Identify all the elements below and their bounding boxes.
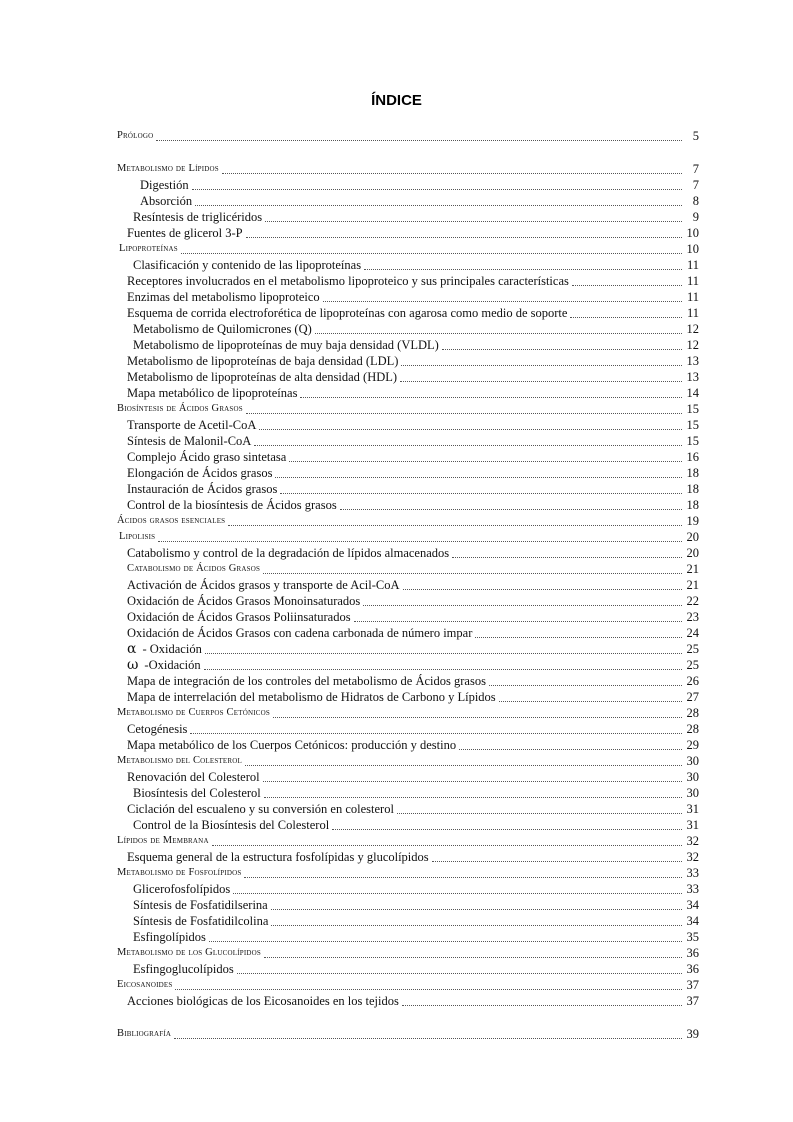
toc-entry-page-number: 15 <box>686 434 699 448</box>
toc-entry-text: Prólogo <box>117 130 154 141</box>
toc-entry-label <box>127 354 398 368</box>
toc-entry <box>133 960 699 976</box>
toc-entry <box>127 272 699 288</box>
dot-leader <box>442 348 682 350</box>
dot-leader <box>237 972 682 974</box>
toc-entry-text: Síntesis de Malonil-CoA <box>127 434 252 448</box>
toc-entry <box>127 432 699 448</box>
toc-entry-label <box>133 322 312 336</box>
dot-leader <box>432 860 682 862</box>
toc-entry-text: - Oxidación <box>142 642 202 656</box>
dot-leader <box>475 636 682 638</box>
toc-entry <box>127 304 699 320</box>
toc-entry-page-number: 25 <box>686 658 699 672</box>
toc-entry <box>133 784 699 800</box>
toc-entry-text: Lipolisis <box>119 531 156 542</box>
toc-entry <box>117 864 699 880</box>
dot-leader <box>192 188 682 190</box>
toc-entry-text: Eicosanoides <box>117 979 173 990</box>
toc-entry <box>127 720 699 736</box>
toc-entry-page-number: 35 <box>686 930 699 944</box>
toc-entry-label <box>127 370 397 384</box>
toc-entry <box>127 560 699 576</box>
toc-entry-page-number: 15 <box>686 418 699 432</box>
toc-entry <box>117 512 699 528</box>
toc-entry <box>140 192 699 208</box>
dot-leader <box>263 572 682 574</box>
toc-entry-label <box>133 786 261 800</box>
toc-entry-label <box>117 402 243 416</box>
toc-entry-label <box>127 562 260 576</box>
toc-entry-page-number: 21 <box>686 578 699 592</box>
toc-entry-text: -Oxidación <box>144 658 201 672</box>
toc-entry-page-number: 23 <box>686 610 699 624</box>
toc-entry-label <box>127 226 243 240</box>
toc-entry <box>127 576 699 592</box>
toc-entry-text: Ácidos grasos esenciales <box>117 515 226 526</box>
dot-leader <box>289 460 682 462</box>
toc-entry-page-number: 31 <box>686 802 699 816</box>
toc-entry-label <box>127 770 260 784</box>
dot-leader <box>212 844 682 846</box>
toc-entry-text: Esfingoglucolípidos <box>133 962 234 976</box>
toc-entry-text: Biosíntesis del Colesterol <box>133 786 261 800</box>
dot-leader <box>271 924 682 926</box>
toc-entry-text: Instauración de Ácidos grasos <box>127 482 278 496</box>
toc-entry-label <box>133 818 329 832</box>
toc-entry-page-number: 18 <box>686 498 699 512</box>
toc-entry-label <box>127 802 394 816</box>
toc-entry <box>133 256 699 272</box>
toc-entry-text: Esquema general de la estructura fosfolípidas y glucolípidos <box>127 850 429 864</box>
toc-entry-label <box>127 594 360 608</box>
toc-entry <box>117 1025 699 1041</box>
toc-entry <box>127 688 699 704</box>
toc-entry <box>127 608 699 624</box>
dot-leader <box>332 828 682 830</box>
toc-entry <box>127 848 699 864</box>
toc-entry <box>127 800 699 816</box>
toc-entry <box>127 656 699 672</box>
toc-entry <box>117 944 699 960</box>
toc-entry-text: Absorción <box>140 194 193 208</box>
dot-leader <box>273 716 682 718</box>
toc-entry-text: Glicerofosfolípidos <box>133 882 231 896</box>
dot-leader <box>222 172 682 174</box>
toc-entry-page-number: 30 <box>686 786 699 800</box>
toc-entry <box>133 928 699 944</box>
toc-entry-page-number: 10 <box>686 242 699 256</box>
dot-leader <box>263 780 682 782</box>
dot-leader <box>265 220 682 222</box>
toc-entry-label <box>127 722 187 736</box>
dot-leader <box>244 876 682 878</box>
dot-leader <box>401 364 682 366</box>
toc-entry-text: Control de la biosíntesis de Ácidos grasos <box>127 498 337 512</box>
toc-entry-label <box>127 658 201 672</box>
toc-entry-text: Elongación de Ácidos grasos <box>127 466 273 480</box>
toc-entry-text: Ciclación del escualeno y su conversión en colesterol <box>127 802 394 816</box>
toc-entry <box>117 127 699 143</box>
toc-entry <box>127 768 699 784</box>
greek-letter-symbol: ω <box>127 657 139 673</box>
toc-entry-page-number: 30 <box>686 754 699 768</box>
toc-entry-text: Fuentes de glicerol 3-P <box>127 226 243 240</box>
toc-entry-label <box>127 482 277 496</box>
toc-entry <box>127 624 699 640</box>
dot-leader <box>181 252 682 254</box>
dot-leader <box>397 812 682 814</box>
toc-entry-page-number: 11 <box>686 258 699 272</box>
toc-entry-label <box>127 434 251 448</box>
toc-entry-label <box>117 946 261 960</box>
toc-entry-text: Metabolismo de lipoproteínas de baja densidad (LDL) <box>127 354 399 368</box>
toc-entry-page-number: 24 <box>686 626 699 640</box>
toc-entry <box>133 816 699 832</box>
toc-entry <box>127 736 699 752</box>
toc-entry <box>133 880 699 896</box>
toc-entry-text: Catabolismo y control de la degradación de lípidos almacenados <box>127 546 450 560</box>
toc-entry-text: Síntesis de Fosfatidilserina <box>133 898 268 912</box>
dot-leader <box>195 204 682 206</box>
dot-leader <box>156 139 682 141</box>
toc-entry-label <box>127 466 272 480</box>
toc-entry-text: Cetogénesis <box>127 722 188 736</box>
toc-entry <box>127 224 699 240</box>
dot-leader <box>340 508 682 510</box>
toc-entry-label <box>127 850 429 864</box>
dot-leader <box>275 476 682 478</box>
dot-leader <box>315 332 682 334</box>
toc-entry-label <box>127 450 286 464</box>
dot-leader <box>264 796 682 798</box>
toc-entry <box>133 336 699 352</box>
toc-entry-page-number: 16 <box>686 450 699 464</box>
toc-entry-label <box>133 898 268 912</box>
toc-entry-text: Mapa metabólico de los Cuerpos Cetónicos: producción y destino <box>127 738 457 752</box>
toc-entry-text: Metabolismo de lipoproteínas de muy baja densidad (VLDL) <box>133 338 439 352</box>
toc-entry <box>117 704 699 720</box>
toc-entry-label <box>127 274 569 288</box>
toc-entry <box>127 544 699 560</box>
toc-entry-label <box>133 962 234 976</box>
toc-entry <box>133 320 699 336</box>
toc-entry-page-number: 37 <box>686 978 699 992</box>
toc-entry-page-number: 8 <box>692 194 699 208</box>
toc-entry-page-number: 18 <box>686 482 699 496</box>
toc-entry-page-number: 19 <box>686 514 699 528</box>
toc-entry-page-number: 11 <box>686 274 699 288</box>
toc-entry-page-number: 14 <box>686 386 699 400</box>
toc-entry-page-number: 12 <box>686 322 699 336</box>
toc-entry <box>133 912 699 928</box>
toc-entry-text: Resíntesis de triglicéridos <box>133 210 263 224</box>
dot-leader <box>300 396 682 398</box>
dot-leader <box>271 908 682 910</box>
toc-entry-page-number: 15 <box>686 402 699 416</box>
toc-entry-page-number: 21 <box>686 562 699 576</box>
toc-entry-label <box>117 1027 171 1041</box>
toc-entry-text: Clasificación y contenido de las lipoproteínas <box>133 258 362 272</box>
toc-entry-text: Bibliografía <box>117 1028 172 1039</box>
dot-leader <box>209 940 682 942</box>
dot-leader <box>174 1037 682 1039</box>
dot-leader <box>175 988 682 990</box>
toc-entry-page-number: 20 <box>686 530 699 544</box>
dot-leader <box>323 300 682 302</box>
toc-entry-text: Metabolismo de Quilomicrones (Q) <box>133 322 312 336</box>
dot-leader <box>259 428 682 430</box>
toc-entry-text: Lipoproteínas <box>119 243 178 254</box>
toc-entry-page-number: 22 <box>686 594 699 608</box>
dot-leader <box>264 956 682 958</box>
toc-entry <box>127 640 699 656</box>
toc-entry-label <box>127 610 351 624</box>
toc-entry <box>127 384 699 400</box>
toc-entry-text: Mapa de interrelación del metabolismo de Hidratos de Carbono y Lípidos <box>127 690 496 704</box>
toc-entry-page-number: 5 <box>692 129 699 143</box>
toc-entry-page-number: 36 <box>686 946 699 960</box>
toc-entry-page-number: 10 <box>686 226 699 240</box>
toc-entry <box>127 416 699 432</box>
toc-entry <box>127 672 699 688</box>
dot-leader <box>363 604 682 606</box>
dot-leader <box>246 412 682 414</box>
toc-entry <box>117 160 699 176</box>
toc-entry-label <box>133 338 439 352</box>
dot-leader <box>499 700 682 702</box>
toc-entry-label <box>117 162 219 176</box>
toc-entry-label <box>117 866 241 880</box>
toc-entry <box>117 752 699 768</box>
toc-entry-label <box>117 514 225 528</box>
toc-entry-text: Lípidos de Membrana <box>117 835 209 846</box>
greek-letter-symbol: α <box>127 641 137 657</box>
toc-entry <box>127 368 699 384</box>
toc-entry-label <box>127 386 297 400</box>
toc-entry-page-number: 13 <box>686 354 699 368</box>
toc-entry-text: Metabolismo de los Glucolípidos <box>117 947 261 958</box>
toc-entry <box>127 496 699 512</box>
toc-entry-label <box>117 706 270 720</box>
toc-entry-page-number: 13 <box>686 370 699 384</box>
toc-entry <box>127 992 699 1008</box>
toc-entry-page-number: 39 <box>686 1027 699 1041</box>
toc-entry <box>127 288 699 304</box>
dot-leader <box>233 892 682 894</box>
toc-entry-label <box>127 306 567 320</box>
page-title: ÍNDICE <box>371 92 422 109</box>
toc-entry-page-number: 7 <box>692 178 699 192</box>
toc-entry-page-number: 30 <box>686 770 699 784</box>
toc-entry-label <box>117 978 172 992</box>
toc-entry-text: Metabolismo de lipoproteínas de alta densidad (HDL) <box>127 370 398 384</box>
toc-entry-text: Transporte de Acetil-CoA <box>127 418 257 432</box>
toc-entry-text: Digestión <box>140 178 189 192</box>
dot-leader <box>246 236 682 238</box>
toc-entry-text: Oxidación de Ácidos Grasos con cadena carbonada de número impar <box>127 626 473 640</box>
toc-entry-label <box>140 178 189 192</box>
toc-entry <box>117 400 699 416</box>
toc-entry-text: Metabolismo de Fosfolípidos <box>117 867 242 878</box>
toc-entry-label <box>127 738 456 752</box>
toc-entry-label <box>140 194 192 208</box>
toc-entry-page-number: 37 <box>686 994 699 1008</box>
toc-entry-label <box>117 834 209 848</box>
toc-entry-page-number: 27 <box>686 690 699 704</box>
toc-entry-label <box>133 258 361 272</box>
toc-entry <box>127 464 699 480</box>
dot-leader <box>570 316 682 318</box>
dot-leader <box>403 588 682 590</box>
toc-entry-page-number: 11 <box>686 290 699 304</box>
toc-entry-label <box>127 690 496 704</box>
dot-leader <box>452 556 682 558</box>
toc-entry-page-number: 9 <box>692 210 699 224</box>
dot-leader <box>402 1004 682 1006</box>
toc-entry-text: Metabolismo de Lípidos <box>117 163 219 174</box>
toc-entry <box>127 480 699 496</box>
dot-leader <box>190 732 682 734</box>
toc-entry-page-number: 29 <box>686 738 699 752</box>
toc-entry-text: Metabolismo de Cuerpos Cetónicos <box>117 707 270 718</box>
toc-entry-page-number: 20 <box>686 546 699 560</box>
toc-entry-page-number: 34 <box>686 898 699 912</box>
toc-entry-text: Control de la Biosíntesis del Colesterol <box>133 818 330 832</box>
toc-entry-label <box>133 914 268 928</box>
toc-entry-text: Mapa de integración de los controles del metabolismo de Ácidos grasos <box>127 674 486 688</box>
toc-entry-label <box>119 530 155 544</box>
toc-entry-label <box>127 418 256 432</box>
toc-entry-text: Catabolismo de Ácidos Grasos <box>127 563 261 574</box>
toc-entry-text: Receptores involucrados en el metabolismo lipoproteico y sus principales características <box>127 274 569 288</box>
toc-entry <box>127 448 699 464</box>
toc-entry-label <box>127 626 472 640</box>
toc-entry-page-number: 33 <box>686 882 699 896</box>
toc-entry <box>117 976 699 992</box>
dot-leader <box>254 444 682 446</box>
toc-entry-page-number: 28 <box>686 722 699 736</box>
toc-entry-page-number: 31 <box>686 818 699 832</box>
dot-leader <box>280 492 682 494</box>
toc-entry-label <box>127 578 400 592</box>
dot-leader <box>459 748 682 750</box>
toc-entry-text: Esquema de corrida electroforética de lipoproteínas con agarosa como medio de soporte <box>127 306 568 320</box>
toc-entry-page-number: 34 <box>686 914 699 928</box>
toc-entry-label <box>127 674 486 688</box>
toc-entry-label <box>133 882 230 896</box>
toc-entry-page-number: 18 <box>686 466 699 480</box>
toc-entry-label <box>133 210 262 224</box>
toc-entry-text: Biosíntesis de Ácidos Grasos <box>117 403 243 414</box>
toc-entry <box>127 592 699 608</box>
toc-entry-page-number: 11 <box>686 306 699 320</box>
toc-entry-label <box>117 129 153 143</box>
toc-entry <box>119 240 699 256</box>
toc-entry-page-number: 28 <box>686 706 699 720</box>
toc-entry-label <box>119 242 178 256</box>
toc-entry-label <box>127 498 337 512</box>
toc-entry <box>127 352 699 368</box>
toc-entry-page-number: 32 <box>686 834 699 848</box>
toc-entry-text: Acciones biológicas de los Eicosanoides en los tejidos <box>127 994 399 1008</box>
toc-entry-label <box>127 290 320 304</box>
toc-entry <box>119 528 699 544</box>
dot-leader <box>489 684 682 686</box>
dot-leader <box>400 380 682 382</box>
toc-entry-page-number: 33 <box>686 866 699 880</box>
dot-leader <box>245 764 682 766</box>
toc-entry-text: Oxidación de Ácidos Grasos Poliinsaturados <box>127 610 351 624</box>
toc-entry <box>133 896 699 912</box>
toc-entry-page-number: 7 <box>692 162 699 176</box>
toc-entry-label <box>127 642 202 656</box>
toc-entry-text: Enzimas del metabolismo lipoproteico <box>127 290 320 304</box>
toc-entry-page-number: 12 <box>686 338 699 352</box>
dot-leader <box>572 284 682 286</box>
toc-entry-label <box>133 930 206 944</box>
toc-entry <box>117 832 699 848</box>
toc-entry-label <box>127 994 399 1008</box>
dot-leader <box>158 540 682 542</box>
toc-entry-text: Esfingolípidos <box>133 930 206 944</box>
dot-leader <box>364 268 682 270</box>
toc-entry <box>133 208 699 224</box>
toc-entry-page-number: 26 <box>686 674 699 688</box>
toc-entry-text: Metabolismo del Colesterol <box>117 755 242 766</box>
toc-entry-text: Oxidación de Ácidos Grasos Monoinsaturados <box>127 594 361 608</box>
toc-entry-text: Renovación del Colesterol <box>127 770 260 784</box>
toc-entry-text: Síntesis de Fosfatidilcolina <box>133 914 269 928</box>
toc-entry-label <box>127 546 449 560</box>
toc-entry-text: Activación de Ácidos grasos y transporte de Acil-CoA <box>127 578 400 592</box>
dot-leader <box>228 524 682 526</box>
toc-entry <box>140 176 699 192</box>
toc-entry-text: Complejo Ácido graso sintetasa <box>127 450 287 464</box>
dot-leader <box>205 652 682 654</box>
toc-entry-page-number: 25 <box>686 642 699 656</box>
toc-entry-page-number: 36 <box>686 962 699 976</box>
dot-leader <box>354 620 682 622</box>
toc-entry-label <box>117 754 242 768</box>
toc-entry-page-number: 32 <box>686 850 699 864</box>
toc-entry-text: Mapa metabólico de lipoproteínas <box>127 386 298 400</box>
dot-leader <box>204 668 682 670</box>
